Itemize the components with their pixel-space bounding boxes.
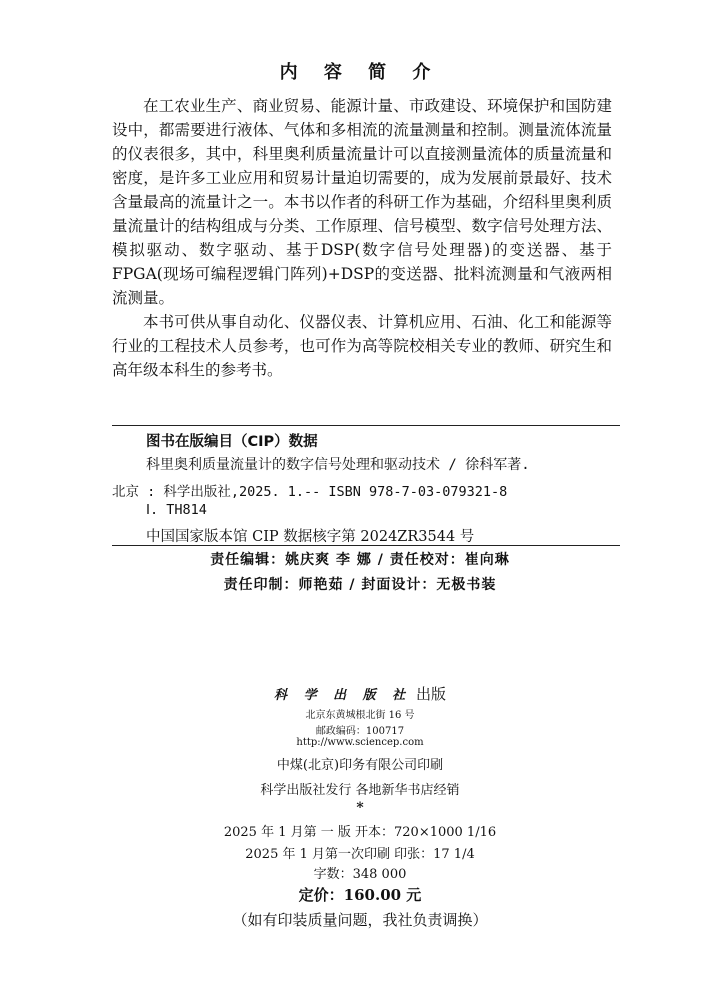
production-credits: 责任印制：师艳茹 / 封面设计：无极书装 <box>223 577 497 593</box>
distribution-info: 科学出版社发行 各地新华书店经销 <box>260 783 460 798</box>
separator-star: * <box>356 800 364 816</box>
cip-record-number: 中国国家版本馆 CIP 数据核字第 2024ZR3544 号 <box>146 529 475 545</box>
publisher-address: 北京东黄城根北街 16 号 <box>305 710 415 721</box>
word-count: 字数：348 000 <box>313 867 407 882</box>
publisher-logo: 科 学 出 版 社 <box>274 688 412 703</box>
intro-paragraph-2 <box>112 310 612 382</box>
editor-credits: 责任编辑：姚庆爽 李 娜 / 责任校对：崔向琳 <box>210 552 510 568</box>
intro-text-2: 本书可供从事自动化、仪器仪表、计算机应用、石油、化工和能源等行业的工程技术人员参考，也可作为高等院校相关专业的教师、研究生和高年级本科生的参考书。 <box>112 313 612 379</box>
price: 定价：160.00 元 <box>298 886 422 904</box>
cip-top-divider <box>112 425 620 426</box>
intro-paragraph-1 <box>112 94 612 310</box>
cip-isbn-line: 北京 : 科学出版社,2025. 1.-- ISBN 978-7-03-079321-8 <box>112 484 508 500</box>
cip-title-line: 科里奥利质量流量计的数字信号处理和驱动技术 / 徐科军著. <box>146 457 530 473</box>
publisher-suffix: 出版 <box>415 685 446 703</box>
publisher-url: http://www.sciencep.com <box>296 737 424 748</box>
publisher-postcode: 邮政编码：100717 <box>315 726 405 737</box>
page-title: 内 容 简 介 <box>279 62 441 83</box>
quality-note: （如有印装质量问题，我社负责调换） <box>232 911 488 929</box>
cip-heading: 图书在版编目（CIP）数据 <box>146 434 318 450</box>
cip-bottom-divider <box>112 545 620 546</box>
printer-info: 中煤(北京)印务有限公司印刷 <box>276 758 444 773</box>
cip-classification-line: Ⅰ. TH814 <box>146 502 207 518</box>
intro-text-1: 在工农业生产、商业贸易、能源计量、市政建设、环境保护和国防建设中，都需要进行液体、气体和多相流的流量测量和控制。测量流体流量的仪表很多，其中，科里奥利质量流量计可以直接测量流体的质量流量和密度，是许多工业应用和贸易计量迫切需要的，成为发展前景最好、技术含量最高的流量计之一。本书以作者的科研工作为基础，介绍科里奥利质量流量计的结构组成与分类、工作原理、信号模型、数字信号处理方法、模拟驱动、数字驱动、基于DSP(数字信号处理器)的变送器、基于FPGA(现场可编程逻辑门阵列)+DSP的变送器、批料流测量和气液两相流测量。 <box>112 97 612 307</box>
publisher-line <box>0 683 720 704</box>
impression-info: 2025 年 1 月第一次印刷 印张：17 1/4 <box>245 847 475 862</box>
edition-info: 2025 年 1 月第 一 版 开本：720×1000 1/16 <box>223 825 497 840</box>
